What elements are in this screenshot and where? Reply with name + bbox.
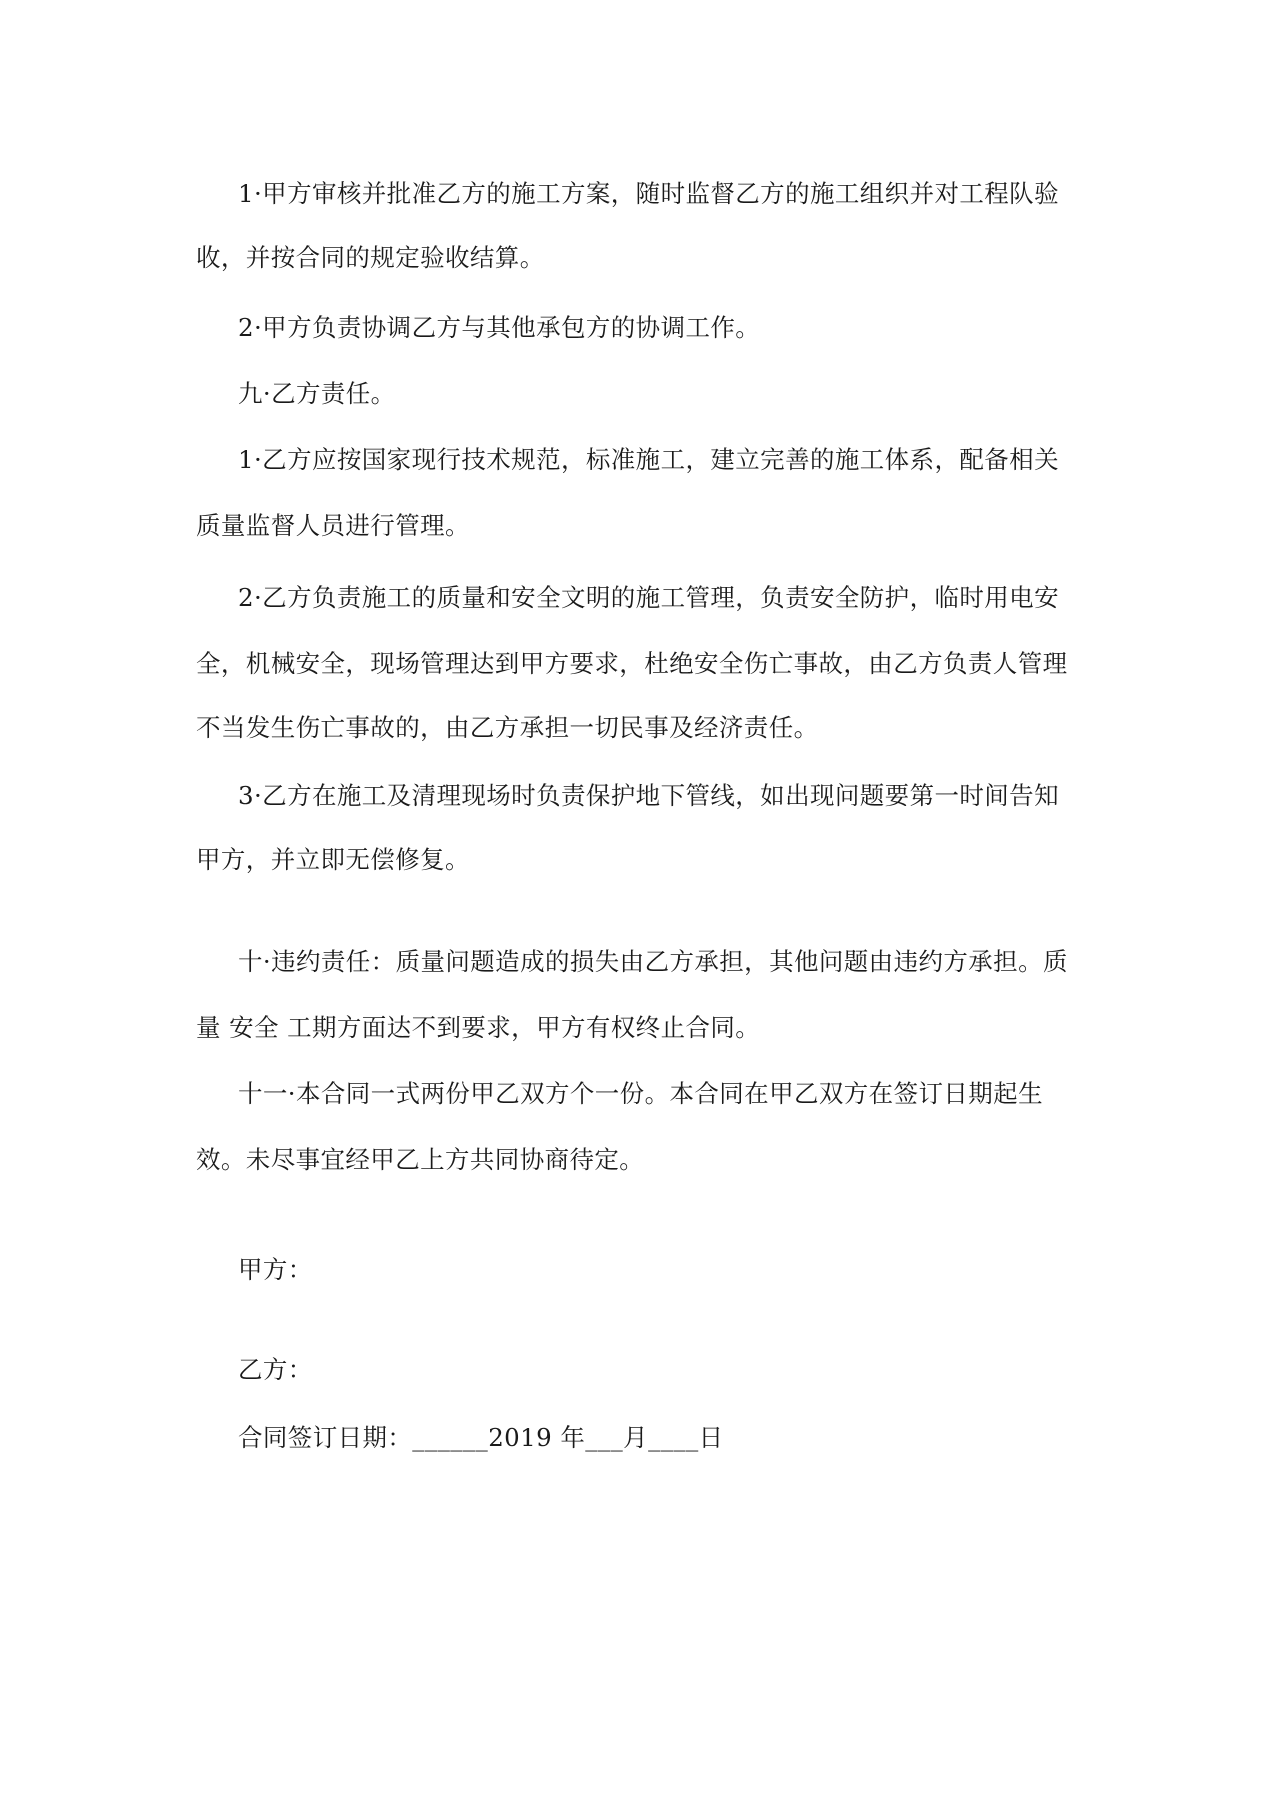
text-line: 2·甲方负责协调乙方与其他承包方的协调工作。: [238, 313, 761, 342]
text-line: 不当发生伤亡事故的，由乙方承担一切民事及经济责任。: [196, 713, 819, 742]
party-b-label: 乙方：: [238, 1355, 313, 1384]
signing-date-line: 合同签订日期：______2019 年___月____日: [238, 1423, 724, 1452]
text-line: 2·乙方负责施工的质量和安全文明的施工管理，负责安全防护，临时用电安: [238, 583, 1059, 612]
text-line: 1·乙方应按国家现行技术规范，标准施工，建立完善的施工体系，配备相关: [238, 445, 1059, 474]
text-line: 十一·本合同一式两份甲乙双方个一份。本合同在甲乙双方在签订日期起生: [238, 1079, 1043, 1108]
text-line: 甲方，并立即无偿修复。: [196, 845, 470, 874]
text-line: 十·违约责任：质量问题造成的损失由乙方承担，其他问题由违约方承担。质: [238, 947, 1068, 976]
text-line: 量 安全 工期方面达不到要求，甲方有权终止合同。: [196, 1013, 761, 1042]
section-heading: 九·乙方责任。: [238, 379, 396, 408]
text-line: 1·甲方审核并批准乙方的施工方案，随时监督乙方的施工组织并对工程队验: [238, 179, 1059, 208]
text-line: 全，机械安全，现场管理达到甲方要求，杜绝安全伤亡事故，由乙方负责人管理: [196, 649, 1068, 678]
party-a-label: 甲方：: [238, 1255, 313, 1284]
text-line: 质量监督人员进行管理。: [196, 511, 470, 540]
text-line: 3·乙方在施工及清理现场时负责保护地下管线，如出现问题要第一时间告知: [238, 781, 1059, 810]
text-line: 效。未尽事宜经甲乙上方共同协商待定。: [196, 1145, 645, 1174]
text-line: 收，并按合同的规定验收结算。: [196, 243, 545, 272]
